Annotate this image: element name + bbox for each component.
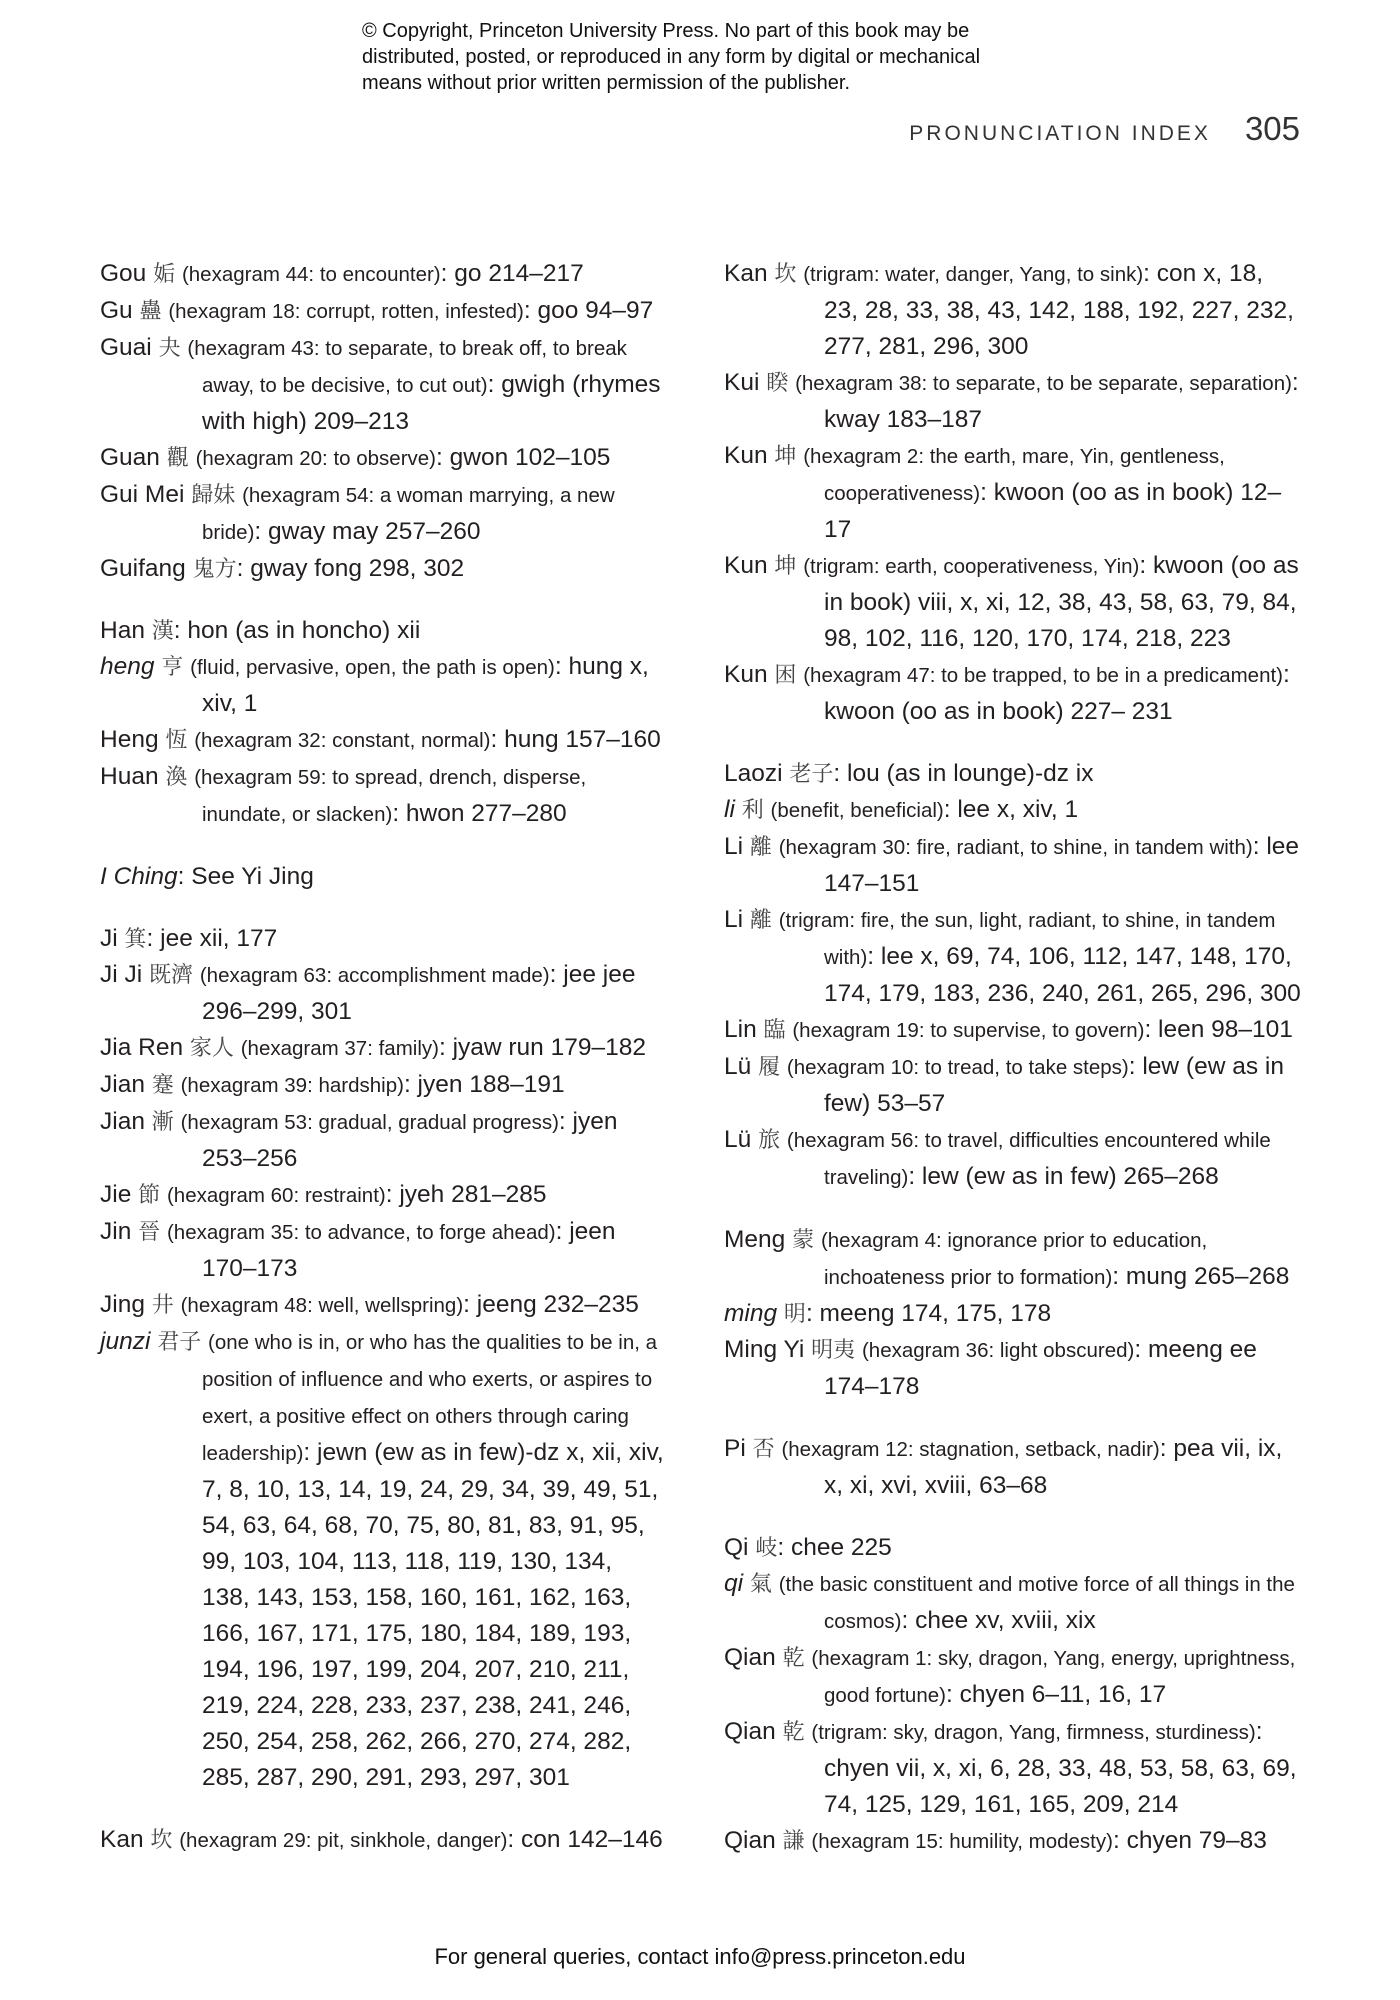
entry-pronunciation: : chee 225 bbox=[777, 1534, 892, 1561]
entry-headword: Pi bbox=[724, 1435, 746, 1462]
entry-pronunciation: : gway fong 298, 302 bbox=[236, 555, 465, 582]
entry-headword: Jian bbox=[100, 1071, 145, 1098]
entry-pronunciation: : goo 94–97 bbox=[523, 297, 654, 324]
entry-gloss: (hexagram 18: corrupt, rotten, infested) bbox=[168, 300, 524, 323]
entry-headword: Lin bbox=[724, 1016, 757, 1043]
entry-headword: Gui Mei bbox=[100, 481, 185, 508]
entry-chinese: 君子 bbox=[157, 1329, 202, 1354]
index-entry bbox=[724, 1566, 1302, 1640]
entry-chinese: 坤 bbox=[774, 553, 797, 578]
entry-gloss: (hexagram 30: fire, radiant, to shine, in tandem with) bbox=[778, 836, 1253, 859]
entry-headword: Huan bbox=[100, 763, 159, 790]
running-head bbox=[909, 110, 1300, 148]
index-entry bbox=[724, 1296, 1302, 1332]
entry-chinese: 鬼方 bbox=[192, 556, 237, 581]
entry-headword: Ji bbox=[100, 925, 118, 952]
entry-pronunciation: : kwoon (oo as in book) 12–17 bbox=[824, 479, 1282, 543]
entry-pronunciation: : chyen 79–83 bbox=[1112, 1827, 1267, 1854]
entry-gloss: (fluid, pervasive, open, the path is open) bbox=[190, 656, 555, 679]
entry-headword: Jia Ren bbox=[100, 1034, 184, 1061]
entry-headword: junzi bbox=[100, 1328, 151, 1355]
entry-pronunciation: : con x, 18, 23, 28, 33, 38, 43, 142, 188, 192, 227, 232, 277, 281, 296, 300 bbox=[824, 260, 1294, 360]
index-entry bbox=[724, 1332, 1302, 1405]
page-number: 305 bbox=[1244, 110, 1300, 147]
entry-chinese: 離 bbox=[749, 834, 772, 859]
entry-pronunciation: : jyeh 281–285 bbox=[385, 1181, 547, 1208]
entry-pronunciation: : hung x, xiv, 1 bbox=[202, 653, 649, 717]
entry-chinese: 明夷 bbox=[811, 1337, 856, 1362]
index-entry bbox=[100, 1067, 665, 1104]
entry-chinese: 觀 bbox=[166, 445, 189, 470]
entry-chinese: 亨 bbox=[161, 654, 184, 679]
entry-pronunciation: : lew (ew as in few) 265–268 bbox=[908, 1163, 1219, 1190]
entry-chinese: 蠱 bbox=[139, 298, 162, 323]
entry-headword: I Ching bbox=[100, 863, 178, 890]
entry-headword: Gou bbox=[100, 260, 147, 287]
entry-gloss: (hexagram 1: sky, dragon, Yang, energy, uprightness, good fortune) bbox=[811, 1647, 1296, 1707]
entry-gloss: (trigram: water, danger, Yang, to sink) bbox=[803, 263, 1144, 286]
entry-chinese: 乾 bbox=[782, 1719, 805, 1744]
entry-chinese: 謙 bbox=[782, 1828, 805, 1853]
entry-chinese: 岐 bbox=[755, 1535, 778, 1560]
entry-pronunciation: : jeeng 232–235 bbox=[463, 1291, 639, 1318]
index-entry bbox=[100, 1287, 665, 1324]
entry-chinese: 旅 bbox=[758, 1127, 781, 1152]
index-entry bbox=[100, 1214, 665, 1287]
entry-pronunciation: : lew (ew as in few) 53–57 bbox=[824, 1053, 1284, 1117]
entry-gloss: (hexagram 15: humility, modesty) bbox=[811, 1830, 1113, 1853]
entry-pronunciation: : jee xii, 177 bbox=[146, 925, 278, 952]
entry-headword: Jin bbox=[100, 1218, 132, 1245]
entry-chinese: 坤 bbox=[774, 443, 797, 468]
entry-chinese: 離 bbox=[749, 907, 772, 932]
entry-gloss: (hexagram 20: to observe) bbox=[195, 447, 437, 470]
entry-chinese: 恆 bbox=[165, 727, 188, 752]
index-entry bbox=[724, 902, 1302, 1012]
entry-gloss: (hexagram 63: accomplishment made) bbox=[199, 964, 550, 987]
entry-pronunciation: : jeen 170–173 bbox=[202, 1218, 616, 1282]
entry-gloss: (hexagram 12: stagnation, setback, nadir) bbox=[781, 1438, 1160, 1461]
entry-pronunciation: : mung 265–268 bbox=[1112, 1263, 1290, 1290]
entry-chinese: 乾 bbox=[782, 1645, 805, 1670]
entry-chinese: 坎 bbox=[150, 1827, 173, 1852]
running-title: PRONUNCIATION INDEX bbox=[909, 122, 1211, 145]
index-entry bbox=[100, 551, 665, 587]
entry-pronunciation: : lou (as in lounge)-dz ix bbox=[833, 760, 1094, 787]
entry-gloss: (hexagram 37: family) bbox=[240, 1037, 439, 1060]
entry-headword: Qian bbox=[724, 1718, 776, 1745]
entry-headword: Kun bbox=[724, 442, 768, 469]
entry-pronunciation: : chee xv, xviii, xix bbox=[901, 1607, 1096, 1634]
index-entry bbox=[724, 256, 1302, 365]
entry-pronunciation: : gwon 102–105 bbox=[436, 444, 611, 471]
index-column-right bbox=[724, 256, 1302, 1860]
index-entry bbox=[100, 256, 665, 293]
entry-chinese: 歸妹 bbox=[191, 482, 236, 507]
entry-headword: Ming Yi bbox=[724, 1336, 805, 1363]
index-entry bbox=[100, 1030, 665, 1067]
entry-headword: li bbox=[724, 796, 735, 823]
entry-pronunciation: : jewn (ew as in few)-dz x, xii, xiv, 7, 8, 10, 13, 14, 19, 24, 29, 34, 39, 49, 51, 54, 63, 64, 68, 70, 75, 80, 81, 83, 91, 95, 99, 103, 104, 113, 118, 119, 130, 134, 138, 143, 153, 158, 160, 161, 162, 163, 166, 167, 171, 175, 180, 184, 189, 193, 194, 196, 197, 199, 204, 207, 210, 211, 219, 224, 228, 233, 237, 238, 241, 246, 250, 254, 258, 262, 266, 270, 274, 282, 285, 287, 290, 291, 293, 297, 301 bbox=[202, 1439, 664, 1791]
entry-pronunciation: : kwoon (oo as in book) viii, x, xi, 12, 38, 43, 58, 63, 79, 84, 98, 102, 116, 120, 170, 174, 218, 223 bbox=[824, 552, 1299, 652]
entry-headword: Kan bbox=[100, 1826, 144, 1853]
index-entry bbox=[724, 1640, 1302, 1714]
entry-pronunciation: : hon (as in honcho) xii bbox=[173, 617, 421, 644]
index-entry bbox=[724, 1012, 1302, 1049]
entry-gloss: (trigram: earth, cooperativeness, Yin) bbox=[803, 555, 1140, 578]
index-entry bbox=[724, 1049, 1302, 1122]
entry-gloss: (hexagram 44: to encounter) bbox=[181, 263, 441, 286]
entry-chinese: 否 bbox=[752, 1436, 775, 1461]
entry-headword: Jie bbox=[100, 1181, 132, 1208]
entry-gloss: (hexagram 32: constant, normal) bbox=[194, 729, 491, 752]
entry-headword: Guifang bbox=[100, 555, 186, 582]
entry-chinese: 履 bbox=[758, 1054, 781, 1079]
entry-pronunciation: : See Yi Jing bbox=[177, 863, 314, 890]
entry-pronunciation: : jyaw run 179–182 bbox=[438, 1034, 646, 1061]
index-entry bbox=[100, 477, 665, 551]
copyright-line: © Copyright, Princeton University Press. No part of this book may be bbox=[362, 20, 970, 42]
entry-headword: Laozi bbox=[724, 760, 783, 787]
index-entry bbox=[100, 649, 665, 722]
entry-pronunciation: : con 142–146 bbox=[507, 1826, 663, 1853]
index-entry bbox=[724, 1714, 1302, 1823]
entry-headword: Jing bbox=[100, 1291, 145, 1318]
index-column-left bbox=[100, 256, 665, 1859]
entry-headword: qi bbox=[724, 1570, 744, 1597]
entry-gloss: (hexagram 47: to be trapped, to be in a predicament) bbox=[803, 664, 1283, 687]
entry-headword: ming bbox=[724, 1300, 778, 1327]
entry-headword: Kun bbox=[724, 552, 768, 579]
entry-chinese: 晉 bbox=[138, 1219, 161, 1244]
entry-gloss: (hexagram 60: restraint) bbox=[166, 1184, 386, 1207]
entry-pronunciation: : hwon 277–280 bbox=[392, 800, 567, 827]
entry-pronunciation: : chyen 6–11, 16, 17 bbox=[945, 1681, 1167, 1708]
entry-pronunciation: : lee 147–151 bbox=[824, 833, 1300, 897]
index-entry bbox=[724, 1823, 1302, 1860]
entry-gloss: (trigram: sky, dragon, Yang, firmness, sturdiness) bbox=[811, 1721, 1256, 1744]
footer-contact: For general queries, contact info@press.princeton.edu bbox=[434, 1944, 966, 1969]
copyright-notice bbox=[362, 18, 1122, 96]
index-entry bbox=[100, 330, 665, 440]
entry-pronunciation: : pea vii, ix, x, xi, xvi, xviii, 63–68 bbox=[824, 1435, 1283, 1499]
entry-headword: Ji Ji bbox=[100, 961, 143, 988]
entry-gloss: (hexagram 53: gradual, gradual progress) bbox=[180, 1111, 559, 1134]
entry-headword: Han bbox=[100, 617, 145, 644]
entry-gloss: (hexagram 39: hardship) bbox=[180, 1074, 404, 1097]
entry-pronunciation: : jee jee 296–299, 301 bbox=[202, 961, 636, 1025]
entry-gloss: (hexagram 19: to supervise, to govern) bbox=[792, 1019, 1145, 1042]
entry-gloss: (trigram: fire, the sun, light, radiant, to shine, in tandem with) bbox=[778, 909, 1276, 969]
entry-chinese: 節 bbox=[138, 1182, 161, 1207]
index-entry bbox=[100, 921, 665, 957]
entry-pronunciation: : meeng ee 174–178 bbox=[824, 1336, 1257, 1400]
entry-pronunciation: : lee x, xiv, 1 bbox=[943, 796, 1079, 823]
entry-headword: Jian bbox=[100, 1108, 145, 1135]
entry-headword: Qian bbox=[724, 1644, 776, 1671]
index-entry bbox=[724, 1222, 1302, 1296]
entry-pronunciation: : meeng 174, 175, 178 bbox=[805, 1300, 1052, 1327]
entry-gloss: (hexagram 36: light obscured) bbox=[861, 1339, 1135, 1362]
entry-chinese: 老子 bbox=[789, 761, 834, 786]
entry-chinese: 既濟 bbox=[149, 962, 194, 987]
entry-chinese: 家人 bbox=[189, 1035, 234, 1060]
entry-gloss: (hexagram 35: to advance, to forge ahead) bbox=[166, 1221, 556, 1244]
entry-headword: Guan bbox=[100, 444, 160, 471]
entry-headword: Kui bbox=[724, 369, 760, 396]
entry-headword: Guai bbox=[100, 334, 152, 361]
entry-pronunciation: : go 214–217 bbox=[440, 260, 584, 287]
index-entry bbox=[100, 440, 665, 477]
entry-chinese: 利 bbox=[741, 797, 764, 822]
entry-chinese: 姤 bbox=[153, 261, 176, 286]
index-entry bbox=[100, 722, 665, 759]
index-entry bbox=[100, 759, 665, 833]
entry-chinese: 渙 bbox=[165, 764, 188, 789]
entry-gloss: (the basic constituent and motive force of all things in the cosmos) bbox=[778, 1573, 1295, 1633]
entry-pronunciation: : kway 183–187 bbox=[824, 369, 1299, 433]
entry-pronunciation: : lee x, 69, 74, 106, 112, 147, 148, 170, 174, 179, 183, 236, 240, 261, 265, 296, 300 bbox=[824, 943, 1301, 1007]
index-entry bbox=[724, 657, 1302, 730]
entry-headword: Lü bbox=[724, 1126, 752, 1153]
entry-chinese: 困 bbox=[774, 662, 797, 687]
entry-chinese: 坎 bbox=[774, 261, 797, 286]
entry-headword: Gu bbox=[100, 297, 133, 324]
entry-headword: Li bbox=[724, 833, 744, 860]
index-entry bbox=[100, 293, 665, 330]
entry-gloss: (hexagram 38: to separate, to be separate, separation) bbox=[795, 372, 1292, 395]
index-entry bbox=[724, 365, 1302, 438]
index-entry bbox=[724, 1122, 1302, 1196]
entry-gloss: (benefit, beneficial) bbox=[770, 799, 944, 822]
index-entry bbox=[724, 829, 1302, 902]
entry-pronunciation: : gway may 257–260 bbox=[254, 518, 481, 545]
entry-gloss: (hexagram 59: to spread, drench, disperse, inundate, or slacken) bbox=[194, 766, 587, 826]
entry-pronunciation: : jyen 188–191 bbox=[403, 1071, 565, 1098]
entry-headword: Lü bbox=[724, 1053, 752, 1080]
entry-chinese: 蹇 bbox=[151, 1072, 174, 1097]
index-entry bbox=[724, 438, 1302, 548]
entry-chinese: 漢 bbox=[151, 618, 174, 643]
entry-chinese: 蒙 bbox=[792, 1227, 815, 1252]
entry-chinese: 氣 bbox=[749, 1571, 772, 1596]
entry-gloss: (hexagram 56: to travel, difficulties encountered while traveling) bbox=[786, 1129, 1271, 1189]
index-entry bbox=[724, 756, 1302, 792]
entry-gloss: (hexagram 10: to tread, to take steps) bbox=[786, 1056, 1129, 1079]
entry-chinese: 夬 bbox=[158, 335, 181, 360]
entry-pronunciation: : jyen 253–256 bbox=[202, 1108, 618, 1172]
entry-pronunciation: : gwigh (rhymes with high) 209–213 bbox=[202, 371, 661, 435]
entry-chinese: 箕 bbox=[124, 926, 147, 951]
index-entry bbox=[100, 1177, 665, 1214]
entry-headword: Qian bbox=[724, 1827, 776, 1854]
entry-gloss: (hexagram 29: pit, sinkhole, danger) bbox=[179, 1829, 508, 1852]
index-entry bbox=[100, 613, 665, 649]
entry-headword: Li bbox=[724, 906, 744, 933]
index-entry bbox=[100, 1822, 665, 1859]
entry-headword: Kan bbox=[724, 260, 768, 287]
index-entry bbox=[724, 792, 1302, 829]
entry-headword: Heng bbox=[100, 726, 159, 753]
index-entry bbox=[100, 957, 665, 1030]
entry-pronunciation: : hung 157–160 bbox=[490, 726, 661, 753]
entry-pronunciation: : chyen vii, x, xi, 6, 28, 33, 48, 53, 58, 63, 69, 74, 125, 129, 161, 165, 209, 214 bbox=[824, 1718, 1297, 1818]
entry-headword: Qi bbox=[724, 1534, 749, 1561]
entry-pronunciation: : kwoon (oo as in book) 227– 231 bbox=[824, 661, 1290, 725]
entry-gloss: (one who is in, or who has the qualities to be in, a position of influence and who exerts, or aspires to exert, a positive effect on others through caring leadership) bbox=[202, 1331, 658, 1465]
entry-headword: Kun bbox=[724, 661, 768, 688]
index-entry bbox=[100, 1324, 665, 1796]
entry-chinese: 漸 bbox=[151, 1109, 174, 1134]
entry-chinese: 井 bbox=[151, 1292, 174, 1317]
entry-chinese: 睽 bbox=[766, 370, 789, 395]
index-entry bbox=[724, 548, 1302, 657]
index-entry bbox=[724, 1431, 1302, 1504]
entry-pronunciation: : leen 98–101 bbox=[1144, 1016, 1293, 1043]
index-entry bbox=[724, 1530, 1302, 1566]
entry-gloss: (hexagram 43: to separate, to break off, to break away, to be decisive, to cut out) bbox=[187, 337, 627, 397]
entry-headword: Meng bbox=[724, 1226, 786, 1253]
copyright-line: means without prior written permission of the publisher. bbox=[362, 72, 851, 94]
entry-chinese: 臨 bbox=[763, 1017, 786, 1042]
entry-chinese: 明 bbox=[783, 1301, 806, 1326]
index-entry bbox=[100, 859, 665, 895]
entry-gloss: (hexagram 4: ignorance prior to education, inchoateness prior to formation) bbox=[820, 1229, 1208, 1289]
index-entry bbox=[100, 1104, 665, 1177]
entry-gloss: (hexagram 2: the earth, mare, Yin, gentleness, cooperativeness) bbox=[803, 445, 1225, 505]
entry-headword: heng bbox=[100, 653, 155, 680]
entry-gloss: (hexagram 48: well, wellspring) bbox=[180, 1294, 464, 1317]
copyright-line: distributed, posted, or reproduced in any form by digital or mechanical bbox=[362, 46, 981, 68]
entry-gloss: (hexagram 54: a woman marrying, a new bride) bbox=[202, 484, 615, 544]
